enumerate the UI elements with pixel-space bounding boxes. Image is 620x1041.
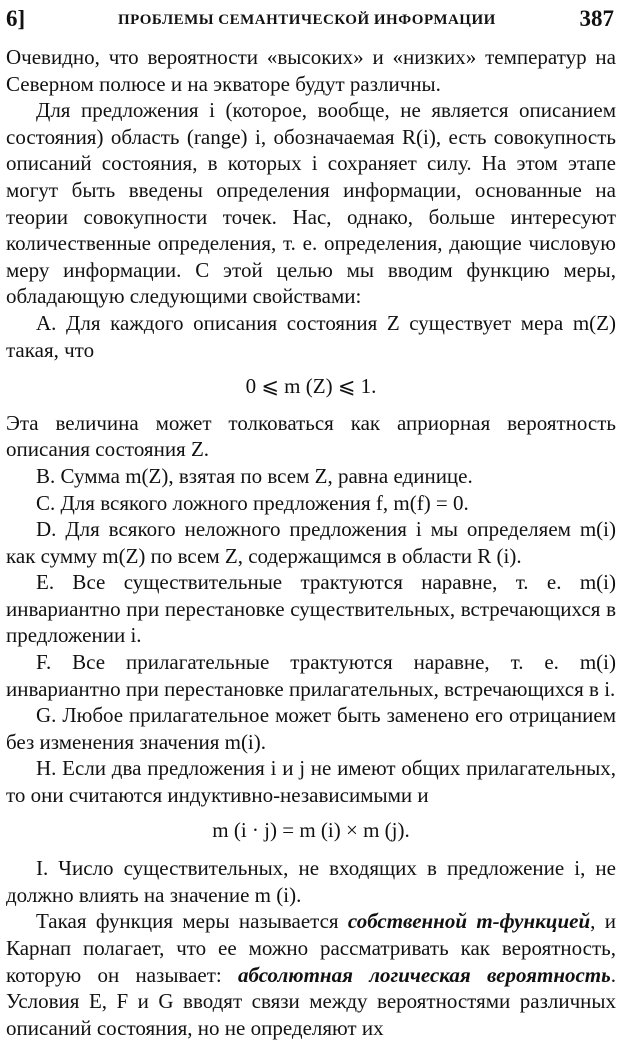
condition-f: F. Все прилагательные трактуются наравне, т. е. m(i) инвариантно при перестановке прилагательных, встречающихся в i. (6, 650, 616, 701)
section-marker: 6] (6, 6, 26, 31)
text-run: Такая функция меры называется (36, 909, 348, 934)
text-run: . Условия E, F и G вводят связи между вероятностями различных описаний состояния, но не определяют их (6, 962, 616, 1040)
closing-paragraph (6, 908, 616, 1041)
running-title: ПРОБЛЕМЫ СЕМАНТИЧЕСКОЙ ИНФОРМАЦИИ (118, 12, 496, 28)
paragraph: Очевидно, что вероятности «высоких» и «низких» температур на Северном полюсе и на экваторе будут различны. (6, 45, 616, 96)
condition-e: E. Все существительные трактуются наравне, т. е. m(i) инвариантно при перестановке существительных, встречающихся в предложении i. (6, 570, 616, 648)
condition-g: G. Любое прилагательное может быть заменено его отрицанием без изменения значения m(i). (6, 703, 616, 754)
condition-d: D. Для всякого неложного предложения i мы определяем m(i) как сумму m(Z) по всем Z, содержащимся в области R (i). (6, 517, 616, 568)
running-header (0, 4, 620, 40)
condition-h: H. Если два предложения i и j не имеют общих прилагательных, то они считаются индуктивно-независимыми и (6, 756, 616, 808)
text-run: , и Карнап полагает, что ее можно рассматривать как вероятность, которую он называет: (6, 909, 616, 987)
page-body (6, 44, 616, 1041)
emphasis-term: собственной m-функцией (347, 909, 591, 934)
condition-b: B. Сумма m(Z), взятая по всем Z, равна единице. (36, 463, 473, 488)
page-number: 387 (579, 6, 614, 31)
condition-i: I. Число существительных, не входящих в предложение i, не должно влиять на значение m (i). (6, 856, 616, 907)
emphasis-term: абсолютная логическая вероятность (238, 962, 611, 987)
formula-a: 0 ⩽ m (Z) ⩽ 1. (245, 374, 377, 399)
paragraph: Эта величина может толковаться как априорная вероятность описания состояния Z. (6, 410, 616, 462)
condition-a: A. Для каждого описания состояния Z существует мера m(Z) такая, что (6, 310, 616, 362)
formula-h: m (i · j) = m (i) × m (j). (212, 817, 410, 842)
paragraph: Для предложения i (которое, вообще, не является описанием состояния) область (range) i, обозначаемая R(i), есть совокупность описаний состояния, в которых i сохраняет силу. На этом этапе могут быть введены определения информации, основанные на теории совокупности точек. Нас, однако, больше интересуют количественные определения, т. е. определения, дающие числовую меру информации. С этой целью мы вводим функцию меры, обладающую следующими свойствами: (6, 98, 616, 309)
condition-c: C. Для всякого ложного предложения f, m(f) = 0. (36, 490, 469, 515)
